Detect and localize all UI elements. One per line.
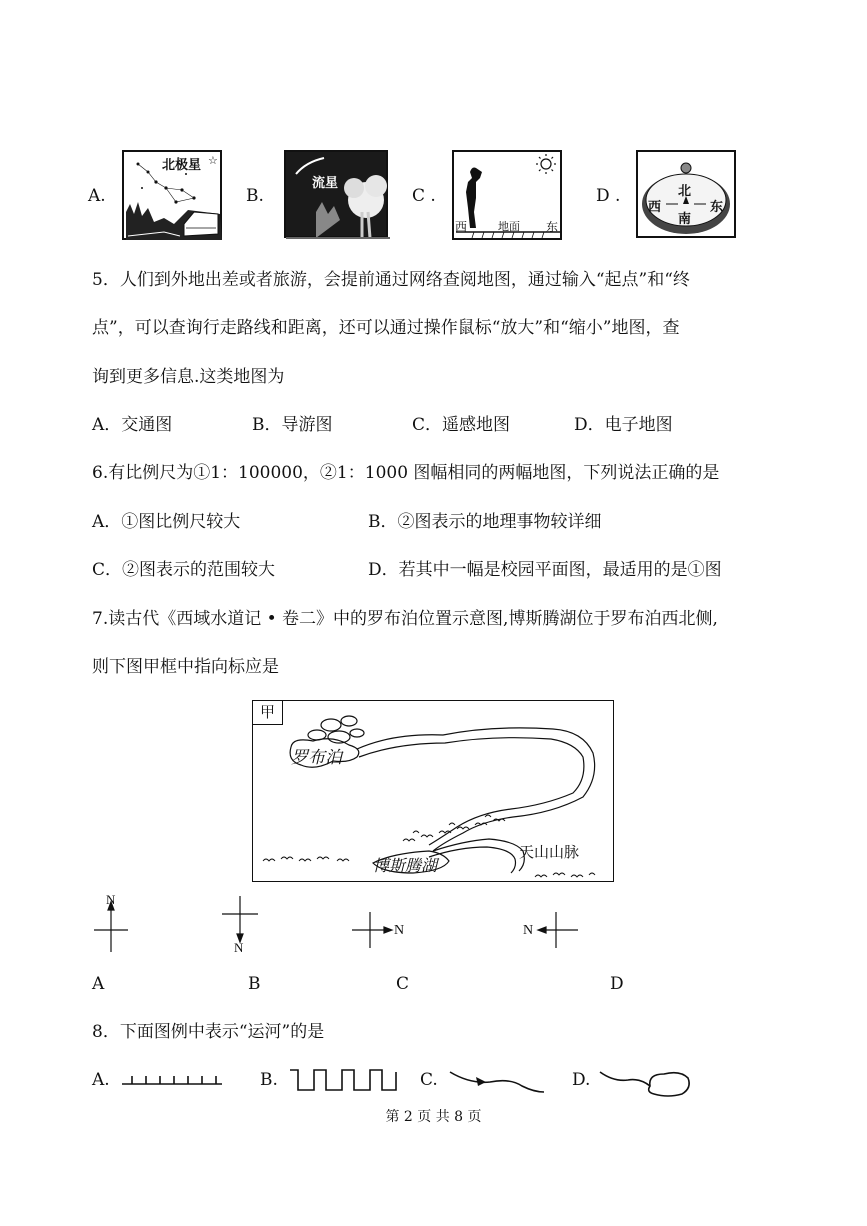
compass-east: 东 [710,200,724,215]
star-night-illustration [124,152,224,242]
q4-option-b-letter: B. [246,186,264,206]
svg-text:☆: ☆ [208,154,218,167]
q5-option-b[interactable]: B．导游图 [252,415,333,435]
q6-option-c[interactable]: C．②图表示的范围较大 [92,560,276,580]
q8-stem: 8．下面图例中表示“运河”的是 [92,1022,325,1042]
legend-symbols [0,1062,867,1102]
arrow-b-n-label: N [234,940,244,955]
ground-label: 地面 [498,220,520,233]
q6-option-a[interactable]: A．①图比例尺较大 [92,512,241,532]
arrow-d-n-label: N [523,923,534,938]
q5-line-3: 询到更多信息.这类地图为 [92,367,285,387]
q4-option-c-image [452,150,562,240]
compass-north: 北 [678,184,692,199]
q7-line-1: 7.读古代《西域水道记 • 卷二》中的罗布泊位置示意图,博斯腾湖位于罗布泊西北侧, [92,609,718,629]
q5-option-a[interactable]: A．交通图 [92,415,173,435]
bosten-lake-label: 博斯腾湖 [373,856,438,875]
arrow-a-n-label: N [106,892,116,907]
sun-icon [536,154,556,174]
q4-option-a-image [122,150,222,240]
arrow-c-n-label: N [394,923,405,938]
q8-option-d[interactable]: D. [572,1070,591,1090]
lop-nur-label: 罗布泊 [291,748,342,768]
polaris-caption: 北极星 [162,158,202,173]
q8-option-b[interactable]: B. [260,1070,278,1090]
q8-option-a[interactable]: A. [92,1070,110,1090]
q7-option-c[interactable]: C [396,974,410,994]
q7-line-2: 则下图甲框中指向标应是 [92,657,279,677]
tianshan-label: 天山山脉 [519,843,580,861]
compass-south: 南 [678,212,692,227]
q4-option-b-image [284,150,388,238]
map-frame-label: 甲 [253,701,283,725]
q5-line-1: 5．人们到外地出差或者旅游，会提前通过网络查阅地图，通过输入“起点”和“终 [92,270,690,290]
meteor-caption: 流星 [312,176,339,191]
q6-option-b[interactable]: B．②图表示的地理事物较详细 [368,512,602,532]
q8-option-c[interactable]: C. [420,1070,438,1090]
q7-option-d[interactable]: D [610,974,624,994]
compass-west: 西 [648,200,662,215]
q5-option-d[interactable]: D．电子地图 [574,415,673,435]
q4-option-a-letter: A. [88,186,106,206]
q4-option-d-image [636,150,736,238]
q7-option-b[interactable]: B [248,974,261,994]
q6-option-d[interactable]: D．若其中一幅是校园平面图，最适用的是①图 [368,560,722,580]
lop-nur-map [252,700,614,882]
q5-option-c[interactable]: C．遥感地图 [412,415,511,435]
q5-line-2: 点”，可以查询行走路线和距离，还可以通过操作鼠标“放大”和“缩小”地图，查 [92,318,680,338]
q4-option-c-letter: C . [412,186,436,206]
page-footer: 第 2 页 共 8 页 [385,1109,482,1125]
meteor-illustration [286,152,390,240]
q4-option-d-letter: D . [596,186,621,206]
q7-option-a[interactable]: A [92,974,105,994]
east-label: 东 [546,220,559,234]
q6-stem: 6.有比例尺为①1：100000，②1：1000 图幅相同的两幅地图，下列说法正确的是 [92,463,720,483]
west-label: 西 [455,220,468,234]
